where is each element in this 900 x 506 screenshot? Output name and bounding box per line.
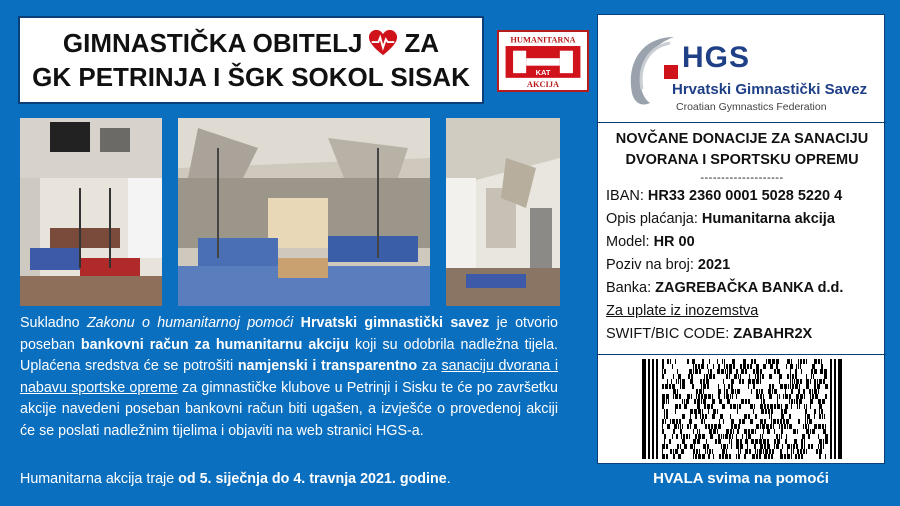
- damaged-gym-photo-1: [20, 118, 162, 306]
- payment-description-label: Opis plaćanja:: [606, 211, 702, 227]
- body-text: je otvorio poseban: [20, 315, 558, 353]
- bank-account-emphasis: bankovni račun za humanitarnu akciju: [80, 336, 349, 353]
- thanks-message: HVALA svima na pomoći: [653, 470, 829, 487]
- model-value: HR 00: [653, 234, 695, 250]
- title-box: [18, 16, 484, 104]
- iban-label: IBAN:: [606, 188, 648, 204]
- title-line-1: [63, 26, 439, 60]
- description-paragraph: [20, 313, 558, 443]
- bank-row: [606, 277, 878, 300]
- body-text: koji su odobrila nadležna tijela. Uplaćena sredstva će se potrošiti: [20, 336, 558, 375]
- body-text: [293, 315, 300, 331]
- damaged-gym-photo-3: [446, 118, 560, 306]
- swift-row: [606, 323, 878, 346]
- humanitarian-action-logo: [497, 30, 589, 92]
- hgs-logo: [598, 15, 886, 123]
- law-name: Zakonu o humanitarnoj pomoći: [86, 315, 294, 331]
- duration-text: Humanitarna akcija traje: [20, 471, 179, 487]
- payment-description-row: [606, 208, 878, 231]
- foreign-payments-heading: Za uplate iz inozemstva: [606, 303, 759, 319]
- hgs-red-square: [664, 65, 678, 79]
- reference-row: [606, 254, 878, 277]
- bank-label: Banka:: [606, 280, 656, 296]
- hgs-abbreviation: HGS: [682, 41, 751, 74]
- swift-label: SWIFT/BIC CODE:: [606, 326, 734, 342]
- title-line-2: GK PETRINJA I ŠGK SOKOL SISAK: [32, 62, 470, 92]
- separator: --------------------: [700, 172, 784, 184]
- title-part-1: GIMNASTIČKA OBITELJ: [62, 28, 363, 58]
- purpose-emphasis: namjenski i transparentno: [237, 358, 418, 375]
- hum-logo-bottom: AKCIJA: [526, 80, 560, 90]
- hgs-english-name: Croatian Gymnastics Federation: [676, 101, 827, 113]
- heart-icon: [368, 28, 398, 58]
- federation-name: Hrvatski gimnastički savez: [300, 315, 490, 331]
- payment-barcode: [642, 359, 842, 459]
- bank-value: ZAGREBAČKA BANKA d.d.: [655, 280, 844, 296]
- photo-strip: [20, 118, 560, 306]
- body-text: Sukladno: [20, 315, 87, 331]
- purpose-underlined: sanaciju dvorana i nabavu sportske opreme: [20, 358, 559, 396]
- swift-value: ZABAHR2X: [733, 326, 813, 342]
- duration-line: [20, 471, 451, 487]
- body-text: za: [417, 358, 442, 375]
- donation-info: [598, 123, 886, 355]
- damaged-gym-photo-2: [178, 118, 430, 306]
- iban-value: HR33 2360 0001 5028 5220 4: [647, 188, 843, 204]
- duration-dates: od 5. siječnja do 4. travnja 2021. godine: [178, 471, 447, 487]
- duration-period: .: [446, 471, 451, 487]
- hgs-full-name: Hrvatski Gimnastički Savez: [672, 81, 868, 98]
- model-row: [606, 231, 878, 254]
- donation-panel: [597, 14, 885, 464]
- payment-description-value: Humanitarna akcija: [701, 211, 835, 227]
- donation-title-1: NOVČANE DONACIJE ZA SANACIJU: [615, 131, 869, 147]
- hum-logo-middle: KAT: [535, 68, 551, 78]
- title-part-2: ZA: [404, 28, 440, 58]
- reference-value: 2021: [697, 257, 731, 273]
- model-label: Model:: [606, 234, 654, 250]
- donation-title-2: DVORANA I SPORTSKU OPREMU: [625, 152, 859, 168]
- body-text: za gimnastičke klubove u Petrinji i Sisku te će po završetku akcije navedeni poseban bankovni račun biti ugašen, a izvješće o provedenoj akciji će se poslati nadležnim tijelima i objaviti na web stranici HGS-a.: [20, 379, 559, 439]
- hum-logo-top: HUMANITARNA: [510, 35, 576, 45]
- iban-row: [606, 185, 878, 208]
- reference-label: Poziv na broj:: [606, 257, 698, 273]
